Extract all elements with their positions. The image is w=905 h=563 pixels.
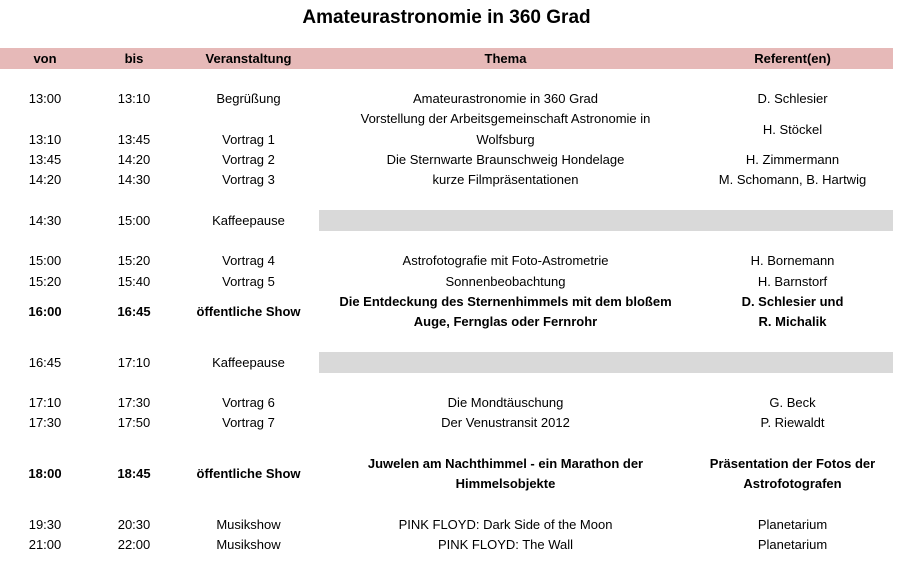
cell-referent: G. Beck: [769, 395, 816, 410]
cell-von: 15:20: [28, 274, 62, 289]
cell-veranstaltung: öffentliche Show: [196, 466, 301, 481]
cell-referent: M. Schomann, B. Hartwig: [718, 172, 867, 187]
cell-von: 16:00: [28, 304, 62, 319]
cell-bis: 15:40: [117, 274, 151, 289]
cell-bis: 14:20: [117, 152, 151, 167]
table-row: [0, 109, 893, 149]
cell-von: 18:00: [28, 466, 62, 481]
cell-thema-line2: Himmelsobjekte: [455, 476, 556, 491]
cell-veranstaltung: Musikshow: [216, 517, 281, 532]
cell-referent-line1: D. Schlesier und: [741, 294, 844, 309]
cell-referent: H. Zimmermann: [745, 152, 840, 167]
cell-bis: 15:00: [117, 213, 151, 228]
cell-thema: Die Sternwarte Braunschweig Hondelage: [386, 152, 625, 167]
cell-bis: 13:45: [117, 132, 151, 147]
cell-thema: Amateurastronomie in 360 Grad: [413, 91, 598, 106]
cell-veranstaltung: Vortrag 7: [222, 415, 275, 430]
table-row: [0, 272, 893, 292]
cell-von: 16:45: [28, 355, 62, 370]
cell-veranstaltung: öffentliche Show: [196, 304, 301, 319]
cell-von: 19:30: [28, 517, 62, 532]
cell-referent-line1: Präsentation der Fotos der: [709, 456, 876, 471]
cell-thema-line1: Vorstellung der Arbeitsgemeinschaft Astronomie in: [360, 111, 651, 126]
cell-thema: kurze Filmpräsentationen: [432, 172, 579, 187]
cell-thema: Der Venustransit 2012: [441, 415, 570, 430]
cell-bis: 15:20: [117, 253, 151, 268]
cell-veranstaltung: Vortrag 3: [222, 172, 275, 187]
cell-bis: 16:45: [117, 304, 151, 319]
table-row: [0, 170, 893, 190]
header-thema: Thema: [484, 51, 527, 66]
cell-referent: H. Bornemann: [750, 253, 835, 268]
cell-veranstaltung: Kaffeepause: [212, 213, 285, 228]
cell-referent: P. Riewaldt: [760, 415, 825, 430]
cell-thema: PINK FLOYD: The Wall: [437, 537, 574, 552]
cell-von: 13:45: [28, 152, 62, 167]
table-row: [0, 515, 893, 535]
cell-thema-line2: Wolfsburg: [476, 132, 535, 147]
cell-von: 14:30: [28, 213, 62, 228]
table-row: [0, 535, 893, 555]
cell-thema-line1: Die Entdeckung des Sternenhimmels mit dem bloßem: [339, 294, 672, 309]
cell-veranstaltung: Begrüßung: [216, 91, 281, 106]
cell-von: 13:00: [28, 91, 62, 106]
cell-bis: 14:30: [117, 172, 151, 187]
cell-bis: 17:30: [117, 395, 151, 410]
cell-referent: H. Barnstorf: [757, 274, 828, 289]
table-row: [0, 413, 893, 433]
cell-veranstaltung: Vortrag 5: [222, 274, 275, 289]
page-title: Amateurastronomie in 360 Grad: [302, 7, 591, 28]
cell-referent-line2: R. Michalik: [758, 314, 827, 329]
cell-veranstaltung: Kaffeepause: [212, 355, 285, 370]
table-row: [0, 292, 893, 332]
cell-bis: 18:45: [117, 466, 151, 481]
cell-bis: 22:00: [117, 537, 151, 552]
table-row: [0, 454, 893, 494]
cell-von: 17:10: [28, 395, 62, 410]
table-header: [0, 48, 893, 69]
table-row: [0, 353, 893, 373]
cell-bis: 17:10: [117, 355, 151, 370]
cell-thema-line2: Auge, Fernglas oder Fernrohr: [413, 314, 598, 329]
cell-thema: Sonnenbeobachtung: [445, 274, 566, 289]
cell-thema: Astrofotografie mit Foto-Astrometrie: [402, 253, 609, 268]
cell-veranstaltung: Musikshow: [216, 537, 281, 552]
cell-veranstaltung: Vortrag 4: [222, 253, 275, 268]
table-row: [0, 89, 893, 109]
cell-veranstaltung: Vortrag 1: [222, 132, 275, 147]
header-bis: bis: [124, 51, 144, 66]
table-row: [0, 211, 893, 231]
cell-von: 17:30: [28, 415, 62, 430]
cell-referent: H. Stöckel: [762, 122, 823, 137]
cell-referent: Planetarium: [757, 517, 828, 532]
table-row: [0, 150, 893, 170]
cell-thema: Die Mondtäuschung: [447, 395, 564, 410]
cell-veranstaltung: Vortrag 2: [222, 152, 275, 167]
cell-von: 15:00: [28, 253, 62, 268]
cell-referent-line2: Astrofotografen: [743, 476, 842, 491]
table-row: [0, 393, 893, 413]
cell-von: 13:10: [28, 132, 62, 147]
cell-bis: 20:30: [117, 517, 151, 532]
cell-von: 14:20: [28, 172, 62, 187]
header-von: von: [33, 51, 57, 66]
cell-thema: PINK FLOYD: Dark Side of the Moon: [398, 517, 613, 532]
table-row: [0, 251, 893, 271]
cell-veranstaltung: Vortrag 6: [222, 395, 275, 410]
cell-thema-line1: Juwelen am Nachthimmel - ein Marathon der: [367, 456, 644, 471]
cell-von: 21:00: [28, 537, 62, 552]
cell-bis: 13:10: [117, 91, 151, 106]
cell-referent: Planetarium: [757, 537, 828, 552]
header-veranstaltung: Veranstaltung: [205, 51, 292, 66]
cell-bis: 17:50: [117, 415, 151, 430]
header-referent: Referent(en): [754, 51, 831, 66]
cell-referent: D. Schlesier: [757, 91, 828, 106]
